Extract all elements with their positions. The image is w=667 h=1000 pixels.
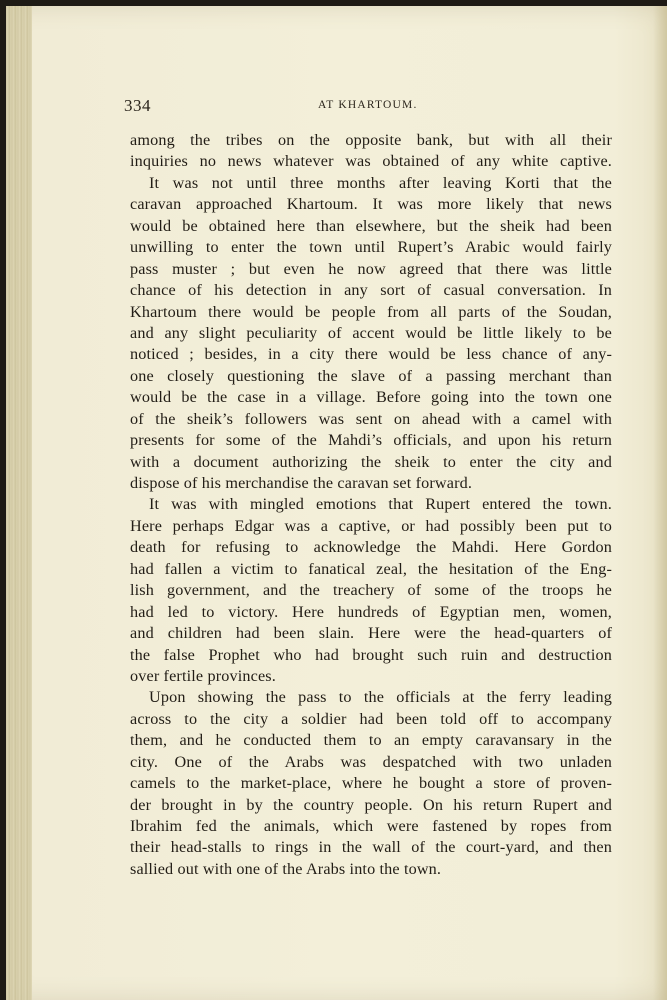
text-line: Ibrahim fed the animals, which were fastened by ropes from (130, 817, 612, 835)
text-line: them, and he conducted them to an empty caravansary in the (130, 731, 612, 750)
running-head: AT KHARTOUM. (318, 99, 418, 111)
text-line: dispose of his merchandise the caravan set forward. (130, 474, 473, 492)
text-line: among the tribes on the opposite bank, but with all their (130, 131, 612, 149)
text-line: of the sheik’s followers was sent on ahead with a camel with (130, 409, 612, 428)
text-line: the false Prophet who had brought such ruin and destruction (130, 645, 612, 664)
text-line: noticed ; besides, in a city there would be less chance of any- (130, 345, 612, 364)
text-line: had fallen a victim to fanatical zeal, the hesitation of the Eng- (130, 559, 612, 578)
page-number: 334 (124, 96, 151, 115)
text-line: caravan approached Khartoum. It was more likely that news (130, 195, 612, 214)
text-line: lish government, and the treachery of some of the troops he (130, 581, 612, 600)
text-line: would be the case in a village. Before going into the town one (130, 388, 612, 407)
text-line: and any slight peculiarity of accent would be little likely to be (130, 323, 612, 342)
text-line: It was not until three months after leaving Korti that the (149, 173, 612, 192)
text-line: presents for some of the Mahdi’s officials, and upon his return (130, 431, 612, 450)
text-line: Upon showing the pass to the officials at the ferry leading (149, 688, 612, 707)
text-line: city. One of the Arabs was despatched with two unladen (130, 752, 612, 771)
text-line: Here perhaps Edgar was a captive, or had possibly been put to (130, 516, 612, 535)
text-line: across to the city a soldier had been told off to accompany (130, 709, 612, 728)
text-line: It was with mingled emotions that Rupert entered the town. (149, 495, 612, 514)
text-line: chance of his detection in any sort of casual conversation. In (130, 281, 612, 300)
body-text (130, 130, 612, 880)
text-line: death for refusing to acknowledge the Mahdi. Here Gordon (130, 538, 612, 557)
text-line: Khartoum there would be people from all parts of the Soudan, (130, 302, 612, 321)
page-edge (653, 6, 667, 1000)
text-line: inquiries no news whatever was obtained of any white captive. (130, 152, 612, 171)
text-line: unwilling to enter the town until Rupert’s Arabic would fairly (130, 238, 612, 257)
text-line: their head-stalls to rings in the wall of the court-yard, and then (130, 838, 612, 857)
page-gutter (6, 6, 32, 1000)
text-line: sallied out with one of the Arabs into the town. (130, 859, 442, 878)
text-line: one closely questioning the slave of a passing merchant than (130, 366, 612, 385)
text-line: with a document authorizing the sheik to enter the city and (130, 452, 612, 471)
text-line: would be obtained here than elsewhere, but the sheik had been (130, 216, 612, 235)
page-header (124, 96, 614, 120)
text-line: camels to the market-place, where he bought a store of proven- (130, 774, 612, 793)
text-line: der brought in by the country people. On his return Rupert and (130, 795, 612, 814)
text-line: over fertile provinces. (130, 666, 276, 685)
text-line: and children had been slain. Here were the head-quarters of (130, 624, 612, 643)
text-line: had led to victory. Here hundreds of Egyptian men, women, (130, 602, 612, 621)
text-line: pass muster ; but even he now agreed that there was little (130, 259, 612, 278)
